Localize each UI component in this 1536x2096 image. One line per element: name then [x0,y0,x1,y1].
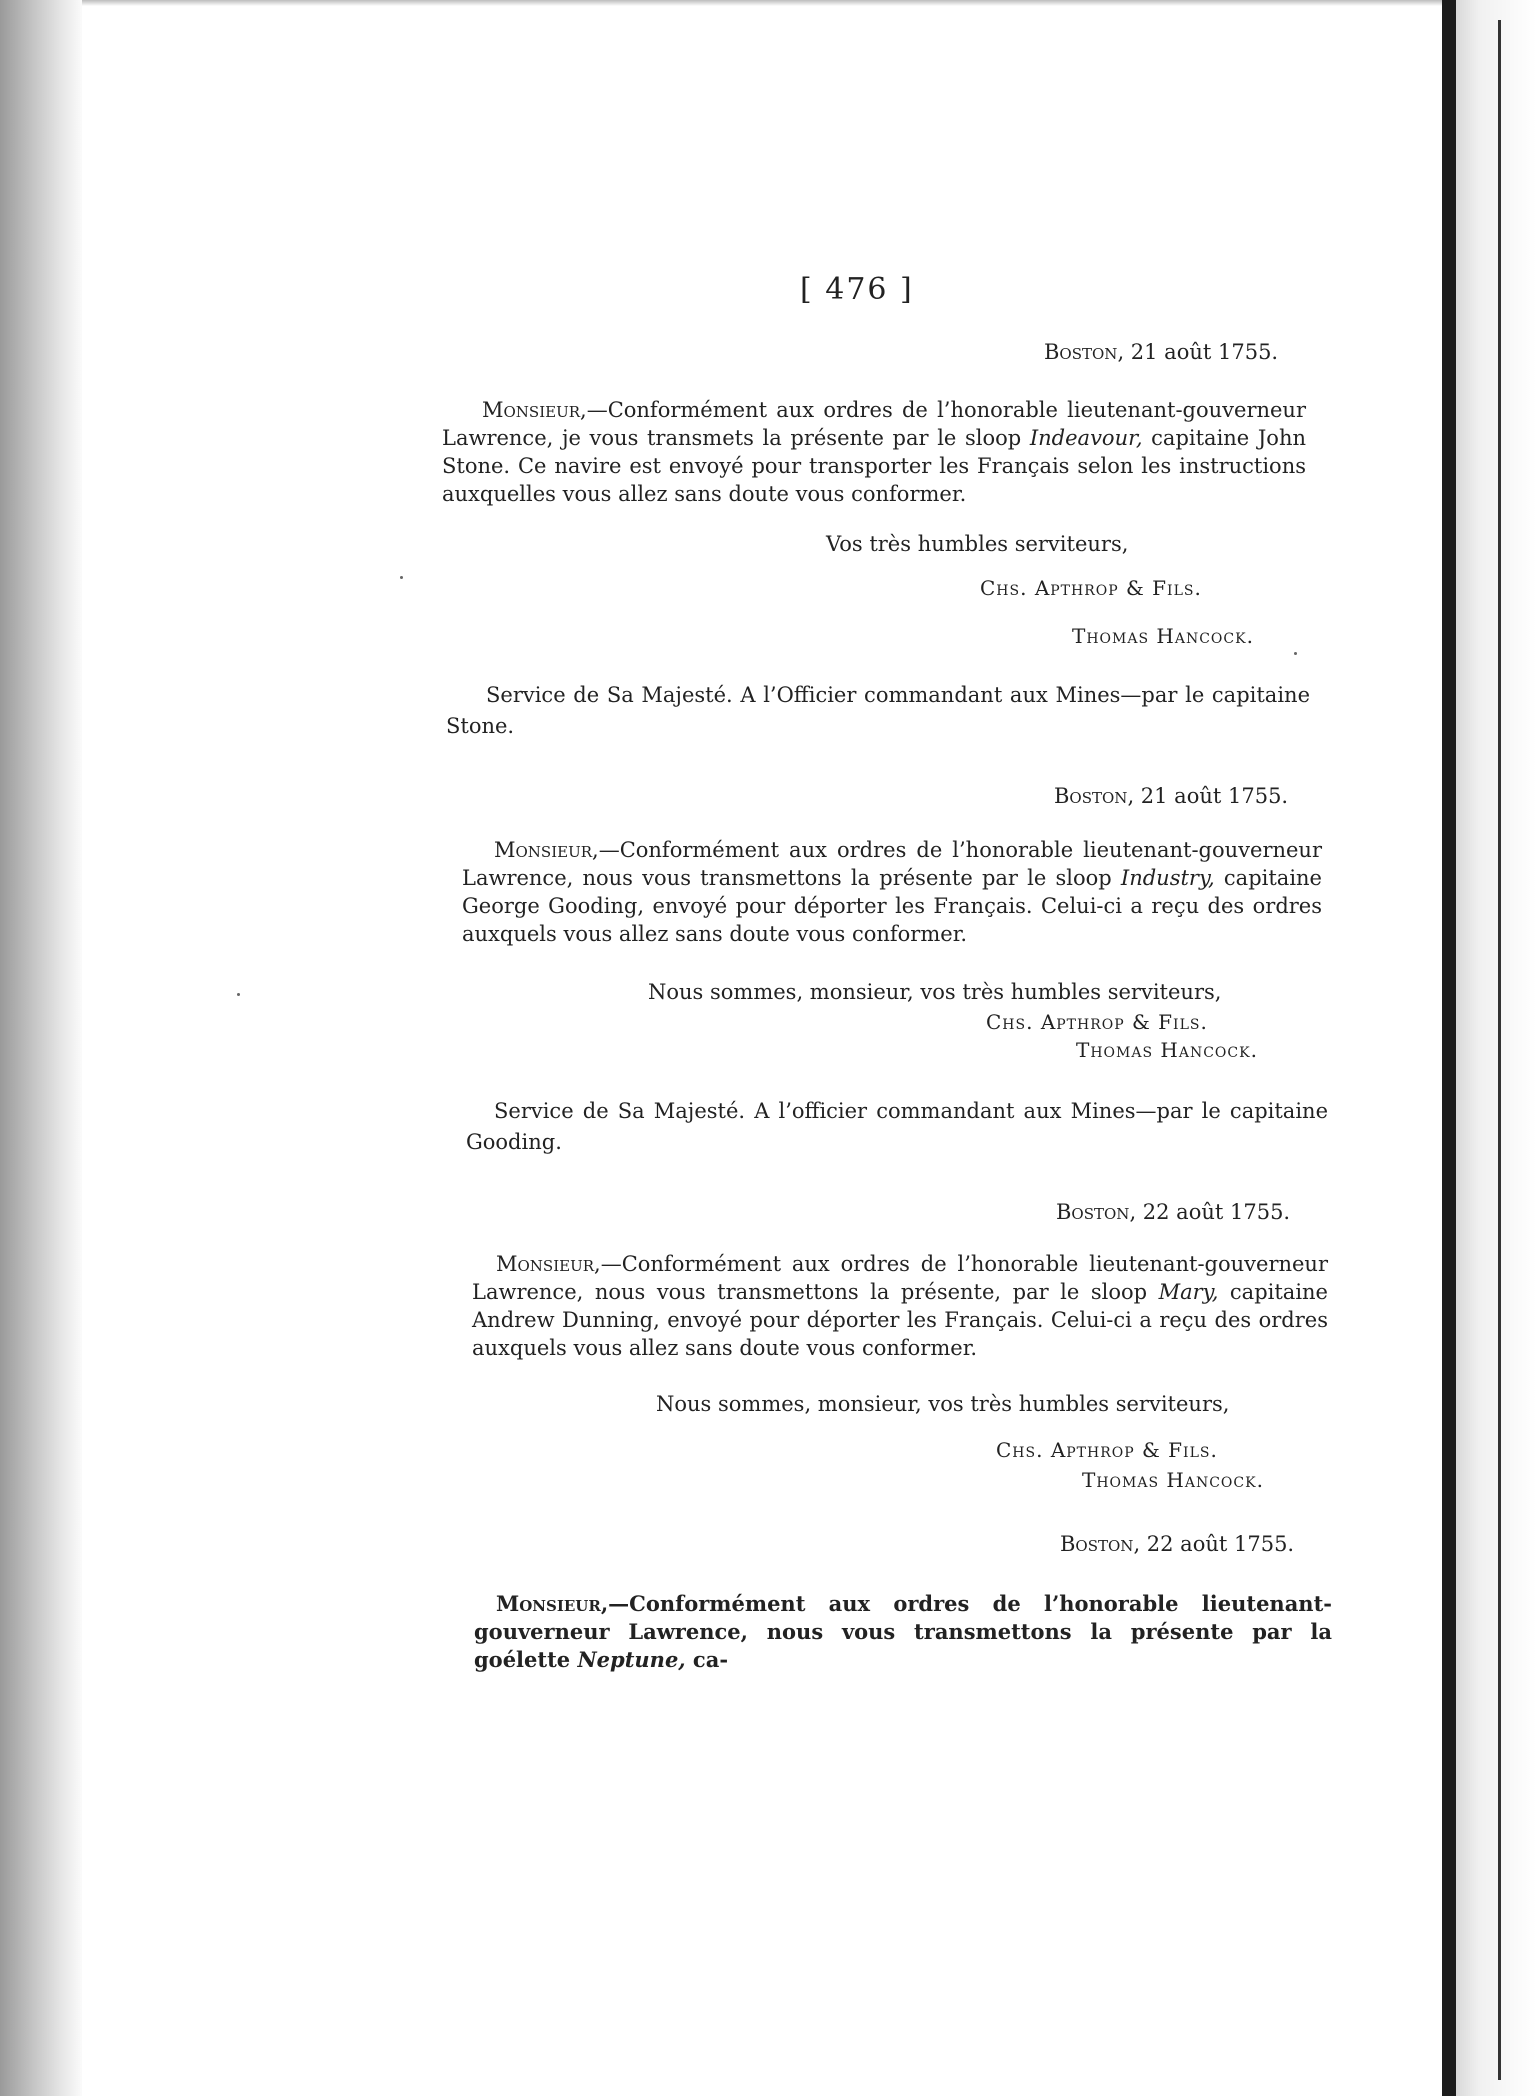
letter-text: capitaine John Stone. Ce navire est envoyé pour transporter les Français selon les instructions auxquelles vous allez sans doute vous conformer. [442,426,1306,506]
page-top-edge [82,0,1442,6]
vessel-name: Neptune, [577,1647,686,1672]
next-page-edge [1456,0,1536,2096]
address-text: Service de Sa Majesté. A l’Officier commandant aux Mines—par le capitaine Stone. [446,683,1310,738]
letter-body [474,1590,1332,1674]
dateline-date: , 21 août 1755. [1117,340,1279,364]
scan-speck [400,576,403,579]
dateline [1054,784,1288,808]
dateline-date: , 22 août 1755. [1133,1532,1295,1556]
signature: Thomas Hancock. [1072,624,1254,648]
address-line [446,680,1310,742]
letter-body [442,396,1306,508]
dateline-place: Boston [1054,784,1128,808]
dateline-place: Boston [1044,340,1118,364]
address-line [466,1096,1328,1158]
letter-text: —Conformément aux ordres de l’honorable lieutenant-gouverneur Lawrence, je vous transmets la présente par le sloop [442,398,1306,450]
vessel-name: Indeavour, [1029,426,1143,450]
address-text: Service de Sa Majesté. A l’officier commandant aux Mines—par le capitaine Gooding. [466,1099,1328,1154]
salutation: Monsieur, [496,1252,601,1276]
page-number: [ 476 ] [800,272,914,307]
letter-text: ca- [685,1647,729,1672]
closing: Vos très humbles serviteurs, [826,532,1129,556]
vessel-name: Mary, [1158,1280,1219,1304]
dateline [1056,1200,1290,1224]
closing: Nous sommes, monsieur, vos très humbles serviteurs, [648,980,1222,1004]
letter-text: capitaine George Gooding, envoyé pour déporter les Français. Celui-ci a reçu des ordres auxquels vous allez sans doute vous conformer. [462,866,1322,946]
dateline-place: Boston [1056,1200,1130,1224]
signature: Chs. Apthrop & Fils. [980,576,1202,600]
dateline-date: , 21 août 1755. [1127,784,1289,808]
letter-text: —Conformément aux ordres de l’honorable lieutenant-gouverneur Lawrence, nous vous transmettons la présente, par le sloop [472,1252,1328,1304]
letter-text: —Conformément aux ordres de l’honorable lieutenant-gouverneur Lawrence, nous vous transmettons la présente par le sloop [462,838,1322,890]
signature: Thomas Hancock. [1076,1038,1258,1062]
dateline-place: Boston [1060,1532,1134,1556]
scan-speck [1294,652,1297,655]
salutation: Monsieur, [482,398,587,422]
scan-speck [237,993,240,996]
dateline [1060,1532,1294,1556]
salutation: Monsieur, [496,1591,609,1616]
letter-body [462,836,1322,948]
salutation: Monsieur, [494,838,599,862]
book-spine-shadow [0,0,82,2096]
vessel-name: Industry, [1120,866,1215,890]
closing: Nous sommes, monsieur, vos très humbles serviteurs, [656,1392,1230,1416]
letter-body [472,1250,1328,1362]
signature: Thomas Hancock. [1082,1468,1264,1492]
letter-text: capitaine Andrew Dunning, envoyé pour déporter les Français. Celui-ci a reçu des ordres auxquels vous allez sans doute vous conformer. [472,1280,1328,1360]
page-right-border [1442,0,1456,2096]
dateline-date: , 22 août 1755. [1129,1200,1291,1224]
letter-text: —Conformément aux ordres de l’honorable lieutenant-gouverneur Lawrence, nous vous transmettons la présente par la goélette [474,1591,1332,1672]
signature: Chs. Apthrop & Fils. [986,1010,1208,1034]
dateline [1044,340,1278,364]
signature: Chs. Apthrop & Fils. [996,1438,1218,1462]
